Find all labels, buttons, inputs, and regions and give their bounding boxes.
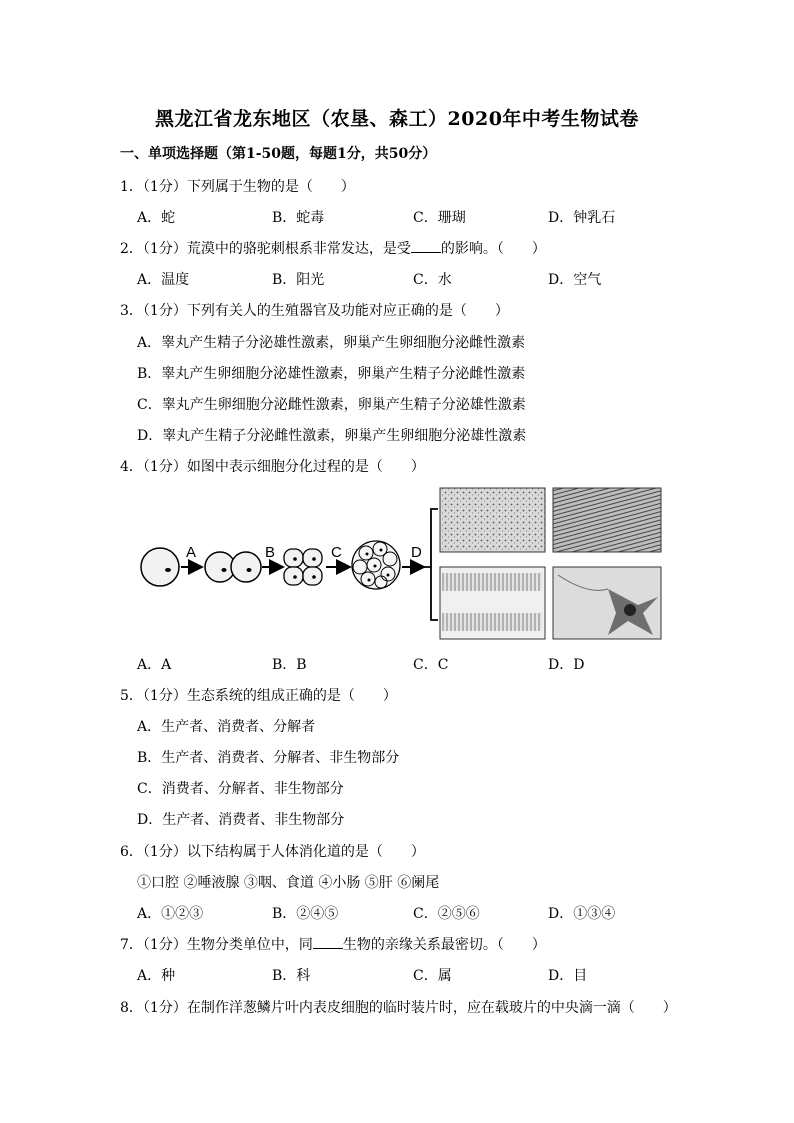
q5-option-b: B．生产者、消费者、分解者、非生物部分	[137, 750, 400, 766]
q1-option-b: B．蛇毒	[272, 210, 325, 226]
q5-option-c: C．消费者、分解者、非生物部分	[137, 781, 344, 797]
q4-option-c: C．C	[413, 657, 449, 673]
q3-option-d: D．睾丸产生精子分泌雌性激素，卵巢产生卵细胞分泌雄性激素	[137, 428, 527, 444]
tissue-image-1	[440, 488, 545, 552]
answer-blank	[411, 240, 441, 253]
q5-option-a: A．生产者、消费者、分解者	[137, 719, 316, 735]
q4-option-a: A．A	[137, 657, 172, 673]
zygote-cell	[141, 548, 179, 586]
q7-option-d: D．目	[548, 968, 588, 984]
q6-option-a: A．①②③	[137, 906, 204, 922]
question-2	[120, 238, 546, 258]
question-6: 6．（1分）以下结构属于人体消化道的是（ ）	[120, 844, 425, 860]
q1-option-c: C．珊瑚	[413, 210, 466, 226]
q6-option-c: C．②⑤⑥	[413, 906, 480, 922]
q2-option-d: D．空气	[548, 272, 602, 288]
tissue-image-4	[553, 567, 661, 639]
bracket	[424, 509, 438, 620]
multi-cell-stage	[352, 541, 400, 589]
question-7	[120, 934, 546, 954]
q7-option-a: A．种	[137, 968, 176, 984]
q2-option-a: A．温度	[137, 272, 190, 288]
q2-stem-post: 的影响。（ ）	[440, 241, 546, 257]
q2-option-c: C．水	[413, 272, 452, 288]
cell-differentiation-figure	[138, 485, 668, 643]
tissue-image-2	[553, 488, 661, 552]
tissue-image-3	[440, 567, 545, 639]
q2-stem-pre: 2．（1分）荒漠中的骆驼刺根系非常发达，是受	[120, 241, 411, 257]
q6-option-b: B．②④⑤	[272, 906, 339, 922]
q7-option-c: C．属	[413, 968, 452, 984]
section-heading: 一、单项选择题（第1-50题，每题1分，共50分）	[120, 146, 437, 162]
q1-option-d: D．钟乳石	[548, 210, 616, 226]
q7-stem-pre: 7．（1分）生物分类单位中，同	[120, 937, 313, 953]
question-1: 1．（1分）下列属于生物的是（ ）	[120, 179, 355, 195]
q4-option-d: D．D	[548, 657, 585, 673]
two-cell-stage	[205, 552, 261, 582]
label-a: A	[186, 544, 197, 561]
q1-option-a: A．蛇	[137, 210, 176, 226]
label-d: D	[411, 544, 422, 561]
q6-structure-list: ①口腔 ②唾液腺 ③咽、食道 ④小肠 ⑤肝 ⑥阑尾	[137, 875, 440, 891]
answer-blank	[313, 936, 343, 949]
label-c: C	[331, 544, 342, 561]
q3-option-c: C．睾丸产生卵细胞分泌雌性激素，卵巢产生精子分泌雄性激素	[137, 397, 526, 413]
q7-stem-post: 生物的亲缘关系最密切。（ ）	[342, 937, 546, 953]
question-5: 5．（1分）生态系统的组成正确的是（ ）	[120, 688, 397, 704]
q3-option-a: A．睾丸产生精子分泌雄性激素，卵巢产生卵细胞分泌雌性激素	[137, 335, 526, 351]
four-cell-stage	[284, 549, 322, 585]
question-4: 4．（1分）如图中表示细胞分化过程的是（ ）	[120, 459, 425, 475]
q4-option-b: B．B	[272, 657, 307, 673]
q3-option-b: B．睾丸产生卵细胞分泌雄性激素，卵巢产生精子分泌雌性激素	[137, 366, 526, 382]
q6-option-d: D．①③④	[548, 906, 616, 922]
question-8: 8．（1分）在制作洋葱鳞片叶内表皮细胞的临时装片时，应在载玻片的中央滴一滴（ ）	[120, 1000, 677, 1016]
q2-option-b: B．阳光	[272, 272, 325, 288]
label-b: B	[265, 544, 276, 561]
page-title: 黑龙江省龙东地区（农垦、森工）2020年中考生物试卷	[155, 108, 639, 130]
q7-option-b: B．科	[272, 968, 311, 984]
q5-option-d: D．生产者、消费者、非生物部分	[137, 812, 345, 828]
question-3: 3．（1分）下列有关人的生殖器官及功能对应正确的是（ ）	[120, 303, 509, 319]
